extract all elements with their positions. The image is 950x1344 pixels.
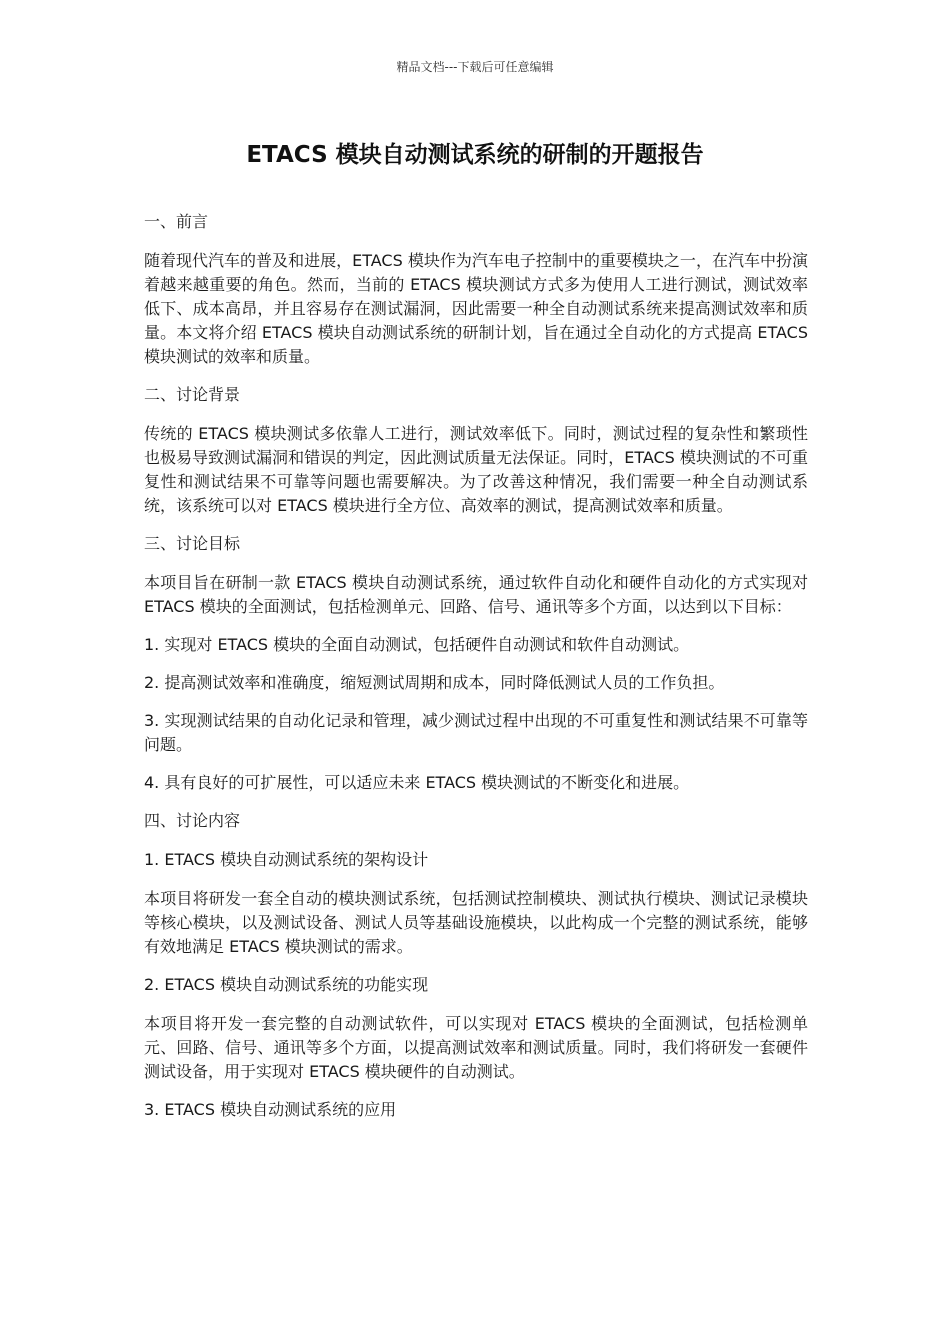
- goal-item-2: 2. 提高测试效率和准确度，缩短测试周期和成本，同时降低测试人员的工作负担。: [144, 673, 725, 692]
- subheading-function: 2. ETACS 模块自动测试系统的功能实现: [144, 975, 429, 994]
- subheading-architecture: 1. ETACS 模块自动测试系统的架构设计: [144, 850, 429, 869]
- paragraph-background: 传统的 ETACS 模块测试多依靠人工进行，测试效率低下。同时，测试过程的复杂性和繁琐性也极易导致测试漏洞和错误的判定，因此测试质量无法保证。同时，ETACS 模块测试的不可重复性和测试结果不可靠等问题也需要解决。为了改善这种情况，我们需要一种全自动测试系统，该系统可以对 ETACS 模块进行全方位、高效率的测试，提高测试效率和质量。: [144, 424, 808, 515]
- goal-item-1: 1. 实现对 ETACS 模块的全面自动测试，包括硬件自动测试和软件自动测试。: [144, 635, 690, 654]
- goal-item-3: 3. 实现测试结果的自动化记录和管理，减少测试过程中出现的不可重复性和测试结果不可靠等问题。: [144, 711, 808, 754]
- document-body: [144, 210, 808, 1137]
- section-heading-content: 四、讨论内容: [144, 811, 241, 830]
- section-heading-intro: 一、前言: [144, 212, 209, 231]
- goal-item-4: 4. 具有良好的可扩展性，可以适应未来 ETACS 模块测试的不断变化和进展。: [144, 773, 690, 792]
- document-title: ETACS 模块自动测试系统的研制的开题报告: [246, 142, 704, 168]
- subheading-application: 3. ETACS 模块自动测试系统的应用: [144, 1100, 397, 1119]
- section-heading-background: 二、讨论背景: [144, 385, 241, 404]
- paragraph-function: 本项目将开发一套完整的自动测试软件，可以实现对 ETACS 模块的全面测试，包括检测单元、回路、信号、通讯等多个方面，以提高测试效率和测试质量。同时，我们将研发一套硬件测试设备，用于实现对 ETACS 模块硬件的自动测试。: [144, 1014, 808, 1081]
- paragraph-intro: 随着现代汽车的普及和进展，ETACS 模块作为汽车电子控制中的重要模块之一，在汽车中扮演着越来越重要的角色。然而，当前的 ETACS 模块测试方式多为使用人工进行测试，测试效率低下、成本高昂，并且容易存在测试漏洞，因此需要一种全自动测试系统来提高测试效率和质量。本文将介绍 ETACS 模块自动测试系统的研制计划，旨在通过全自动化的方式提高 ETACS 模块测试的效率和质量。: [144, 251, 808, 366]
- page-header: 精品文档---下载后可任意编辑: [396, 60, 554, 74]
- paragraph-goals: 本项目旨在研制一款 ETACS 模块自动测试系统，通过软件自动化和硬件自动化的方式实现对 ETACS 模块的全面测试，包括检测单元、回路、信号、通讯等多个方面，以达到以下目标：: [144, 573, 808, 616]
- paragraph-architecture: 本项目将研发一套全自动的模块测试系统，包括测试控制模块、测试执行模块、测试记录模块等核心模块，以及测试设备、测试人员等基础设施模块，以此构成一个完整的测试系统，能够有效地满足 ETACS 模块测试的需求。: [144, 889, 808, 956]
- section-heading-goals: 三、讨论目标: [144, 534, 241, 553]
